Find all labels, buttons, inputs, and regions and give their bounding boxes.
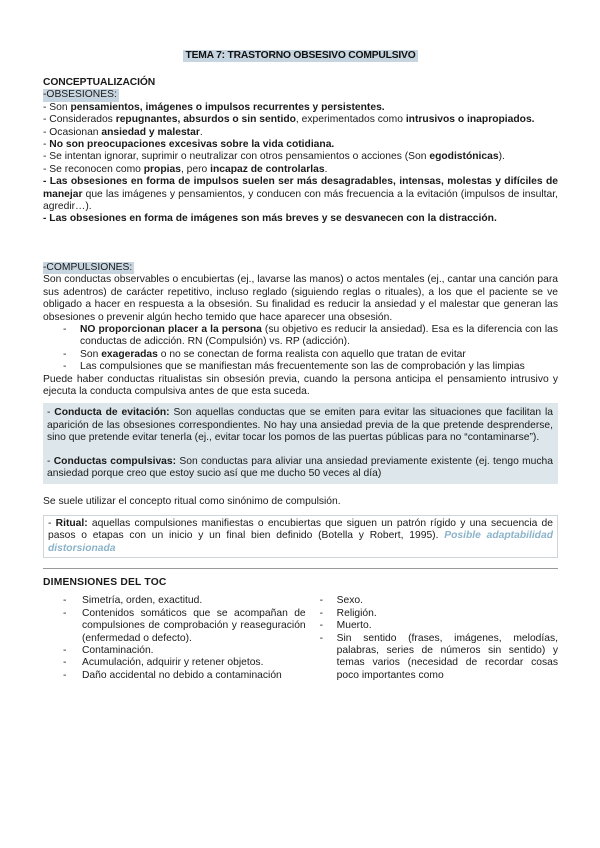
obsessions-label: -OBSESIONES: bbox=[43, 89, 117, 101]
obsession-line-1: - Son pensamientos, imágenes o impulsos recurrentes y persistentes. bbox=[43, 101, 385, 113]
obsession-line-2: - Considerados repugnantes, absurdos o sin sentido, experimentados como intrusivos o inapropiados. bbox=[43, 114, 535, 126]
document-page bbox=[43, 0, 558, 682]
dimension-item: - Sin sentido (frases, imágenes, melodías, palabras, series de números sin sentido) y temas varios (necesidad de recordar cosas poco importantes como bbox=[319, 632, 558, 681]
ritual-note: Posible adaptabilidad distorsionada bbox=[48, 530, 553, 554]
obsession-line-4: - No son preocupaciones excesivas sobre la vida cotidiana. bbox=[43, 139, 335, 151]
compulsion-bullet-3: - Las compulsiones que se manifiestan más frecuentemente son las de comprobación y las limpias bbox=[63, 361, 525, 373]
compulsion-bullet-2: - Son exageradas o no se conectan de forma realista con aquello que tratan de evitar bbox=[63, 348, 466, 360]
compulsive-behaviour-paragraph: - Conductas compulsivas: Son conductas para aliviar una ansiedad previamente existente (ej. tengo mucha ansiedad porque creo que estoy sucio así que me ducho 50 veces al día) bbox=[47, 455, 554, 479]
compulsions-label-row bbox=[43, 262, 558, 274]
ritual-box: - Ritual: aquellas compulsiones manifiestas o encubiertas que siguen un patrón rígido y una secuencia de pasos o etapas con un inicio y un final bien definido (Botella y Robert, 1995). Posible adaptabilidad distorsionada bbox=[43, 515, 558, 558]
ritual-synonym: Se suele utilizar el concepto ritual como sinónimo de compulsión. bbox=[43, 496, 341, 508]
obsessions-label-row bbox=[43, 89, 558, 101]
obsession-line-7: - Las obsesiones en forma de impulsos suelen ser más desagradables, intensas, molestas y difíciles de manejar que las imágenes y pensamientos, y conducen con más frecuencia a la evitación (impulsos de insultar, agredir…). bbox=[43, 176, 558, 213]
section-divider bbox=[43, 568, 558, 569]
dimension-item: - Daño accidental no debido a contaminación bbox=[63, 669, 282, 681]
dimensions-right bbox=[306, 595, 558, 682]
compulsions-intro: Son conductas observables o encubiertas (ej., lavarse las manos) o actos mentales (ej., cantar una canción para sus adentros) de carácter repetitivo, incluso reglado (siguiendo reglas o rituales), a los que el paciente se ve obligado a hacer en respuesta a la obsesión. Su finalidad es reducir la ansiedad y el malestar que generan las obsesiones o prevenir algún hecho temido que hace aparecer una obsesión. bbox=[43, 274, 558, 323]
ritualistic-paragraph: Puede haber conductas ritualistas sin obsesión previa, cuando la persona anticipa el pensamiento intrusivo y ejecuta la conducta compulsiva antes de que esta suceda. bbox=[43, 373, 558, 397]
dimensions-columns bbox=[43, 595, 558, 682]
dimension-item: - Contaminación. bbox=[63, 645, 154, 657]
behaviour-box bbox=[43, 403, 558, 484]
dimensions-left bbox=[43, 595, 306, 682]
dimension-item: - Simetría, orden, exactitud. bbox=[63, 595, 203, 607]
dimension-item: - Acumulación, adquirir y retener objetos. bbox=[63, 657, 264, 669]
dimension-item: - Sexo. bbox=[319, 595, 363, 607]
obsession-line-8: - Las obsesiones en forma de imágenes son más breves y se desvanecen con la distracción. bbox=[43, 213, 497, 225]
obsession-line-5: - Se intentan ignorar, suprimir o neutralizar con otros pensamientos o acciones (Son egodistónicas). bbox=[43, 151, 505, 163]
dimension-item: - Muerto. bbox=[319, 620, 372, 632]
compulsion-bullet-1: - NO proporcionan placer a la persona (su objetivo es reducir la ansiedad). Esa es la diferencia con las conductas de adicción. RN (Compulsión) vs. RP (adicción). bbox=[63, 323, 558, 348]
dimension-item: - Religión. bbox=[319, 607, 377, 619]
dimensions-heading: DIMENSIONES DEL TOC bbox=[43, 577, 167, 588]
compulsions-list bbox=[43, 324, 558, 374]
avoidance-paragraph: - Conducta de evitación: Son aquellas conductas que se emiten para evitar las situaciones que facilitan la aparición de las obsesiones correspondientes. No hay una ansiedad previa de la que pretende desprenderse, sino que pretende evitar tenerla (ej., evitar tocar los pomos de las puertas públicas para no “contaminarse”). bbox=[47, 407, 553, 444]
compulsions-label: -COMPULSIONES: bbox=[43, 261, 133, 273]
obsession-line-6: - Se reconocen como propias, pero incapaz de controlarlas. bbox=[43, 163, 328, 175]
obsession-line-3: - Ocasionan ansiedad y malestar. bbox=[43, 126, 203, 138]
page-title: TEMA 7: TRASTORNO OBSESIVO COMPULSIVO bbox=[185, 50, 416, 61]
dimension-item: - Contenidos somáticos que se acompañan de compulsiones de comprobación y reaseguración (enfermedad o defecto). bbox=[63, 607, 306, 644]
title-row bbox=[43, 0, 558, 68]
conceptualization-heading: CONCEPTUALIZACIÓN bbox=[43, 77, 156, 88]
